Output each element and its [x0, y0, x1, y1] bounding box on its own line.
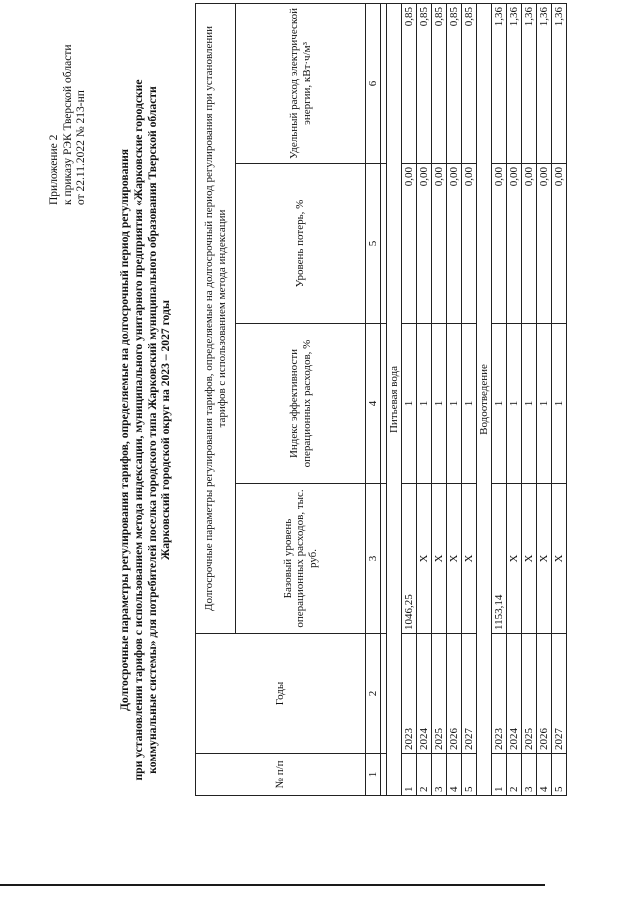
cell-energy: 1,36	[492, 3, 507, 163]
cell-index: 1	[402, 324, 417, 484]
table-row	[507, 3, 522, 795]
cell-losses: 0,00	[417, 164, 432, 324]
table-row	[552, 3, 567, 795]
table-row	[492, 3, 507, 795]
appendix-line: к приказу РЭК Тверской области	[61, 44, 74, 205]
cell-number: 5	[552, 754, 567, 796]
cell-losses: 0,00	[432, 164, 447, 324]
cell-energy: 0,85	[417, 3, 432, 163]
cell-year: 2026	[447, 634, 462, 754]
cell-losses: 0,00	[447, 164, 462, 324]
cell-energy: 1,36	[507, 3, 522, 163]
title-line: Жарковский городской округ на 2023 – 2027 годы	[159, 300, 173, 560]
table-row	[402, 3, 417, 795]
cell-losses: 0,00	[522, 164, 537, 324]
cell-index: 1	[432, 324, 447, 484]
cell-losses: 0,00	[552, 164, 567, 324]
cell-year: 2023	[492, 634, 507, 754]
cell-base: X	[507, 484, 522, 634]
cell-base: X	[522, 484, 537, 634]
parameters-table	[195, 3, 567, 796]
cell-year: 2024	[417, 634, 432, 754]
cell-base: X	[552, 484, 567, 634]
cell-energy: 0,85	[462, 3, 477, 163]
column-number-row	[366, 3, 381, 795]
cell-index: 1	[462, 324, 477, 484]
section-row	[387, 3, 402, 795]
header-base-level: Базовый уровень операционных расходов, тыс. руб.	[236, 484, 366, 634]
cell-number: 2	[417, 754, 432, 796]
cell-year: 2025	[522, 634, 537, 754]
cell-base: 1153,14	[492, 484, 507, 634]
title-line: Долгосрочные параметры регулирования тарифов, определяемые на долгосрочный период регулирования	[118, 148, 131, 712]
cell-number: 1	[492, 754, 507, 796]
cell-number: 3	[522, 754, 537, 796]
cell-index: 1	[522, 324, 537, 484]
cell-energy: 1,36	[537, 3, 552, 163]
cell-base: X	[447, 484, 462, 634]
section-title-water: Питьевая вода	[387, 3, 402, 795]
table-row	[462, 3, 477, 795]
cell-losses: 0,00	[402, 164, 417, 324]
cell-year: 2027	[462, 634, 477, 754]
cell-year: 2024	[507, 634, 522, 754]
cell-energy: 1,36	[522, 3, 537, 163]
cell-year: 2023	[402, 634, 417, 754]
title-line: коммунальные системы» для потребителей поселка городского типа Жарковский муниципального образования Тверской области	[145, 86, 159, 774]
page-edge-line	[0, 884, 545, 886]
table-row	[522, 3, 537, 795]
cell-losses: 0,00	[462, 164, 477, 324]
column-number: 3	[366, 484, 381, 634]
document-title	[118, 30, 173, 830]
cell-energy: 0,85	[432, 3, 447, 163]
cell-number: 5	[462, 754, 477, 796]
cell-base: X	[417, 484, 432, 634]
cell-number: 3	[432, 754, 447, 796]
cell-year: 2027	[552, 634, 567, 754]
table-row	[432, 3, 447, 795]
table-row	[417, 3, 432, 795]
table-row	[537, 3, 552, 795]
appendix-line: от 22.11.2022 № 213-нп	[75, 90, 87, 205]
cell-base: X	[462, 484, 477, 634]
column-number: 4	[366, 324, 381, 484]
cell-energy: 0,85	[447, 3, 462, 163]
column-number: 2	[366, 634, 381, 754]
cell-index: 1	[507, 324, 522, 484]
cell-index: 1	[537, 324, 552, 484]
cell-number: 4	[447, 754, 462, 796]
header-years: Годы	[196, 634, 366, 754]
cell-base: X	[537, 484, 552, 634]
cell-losses: 0,00	[537, 164, 552, 324]
cell-index: 1	[417, 324, 432, 484]
cell-energy: 1,36	[552, 3, 567, 163]
cell-index: 1	[447, 324, 462, 484]
cell-losses: 0,00	[492, 164, 507, 324]
cell-losses: 0,00	[507, 164, 522, 324]
cell-energy: 0,85	[402, 3, 417, 163]
cell-base: 1046,25	[402, 484, 417, 634]
cell-base: X	[432, 484, 447, 634]
cell-number: 4	[537, 754, 552, 796]
cell-number: 2	[507, 754, 522, 796]
section-row	[477, 3, 492, 795]
title-line: при установлении тарифов с использованием метода индексации, муниципального унитарного предприятия «Жарковские городские	[131, 79, 145, 781]
column-number: 1	[366, 754, 381, 796]
cell-index: 1	[492, 324, 507, 484]
header-efficiency-index: Индекс эффективности операционных расходов, %	[236, 324, 366, 484]
cell-number: 1	[402, 754, 417, 796]
column-number: 5	[366, 164, 381, 324]
header-losses: Уровень потерь, %	[236, 164, 366, 324]
cell-index: 1	[552, 324, 567, 484]
section-title-wastewater: Водоотведение	[477, 3, 492, 795]
appendix-line: Приложение 2	[48, 134, 60, 205]
appendix-reference	[48, 15, 89, 205]
table-row	[447, 3, 462, 795]
cell-year: 2026	[537, 634, 552, 754]
header-group: Долгосрочные параметры регулирования тарифов, определяемые на долгосрочный период регулирования при установлении тарифов с использованием метода индексации	[196, 3, 236, 633]
column-number: 6	[366, 3, 381, 163]
header-energy: Удельный расход электрической энергии, кВт·ч/м³	[236, 3, 366, 163]
cell-year: 2025	[432, 634, 447, 754]
header-number: № п/п	[196, 754, 366, 796]
